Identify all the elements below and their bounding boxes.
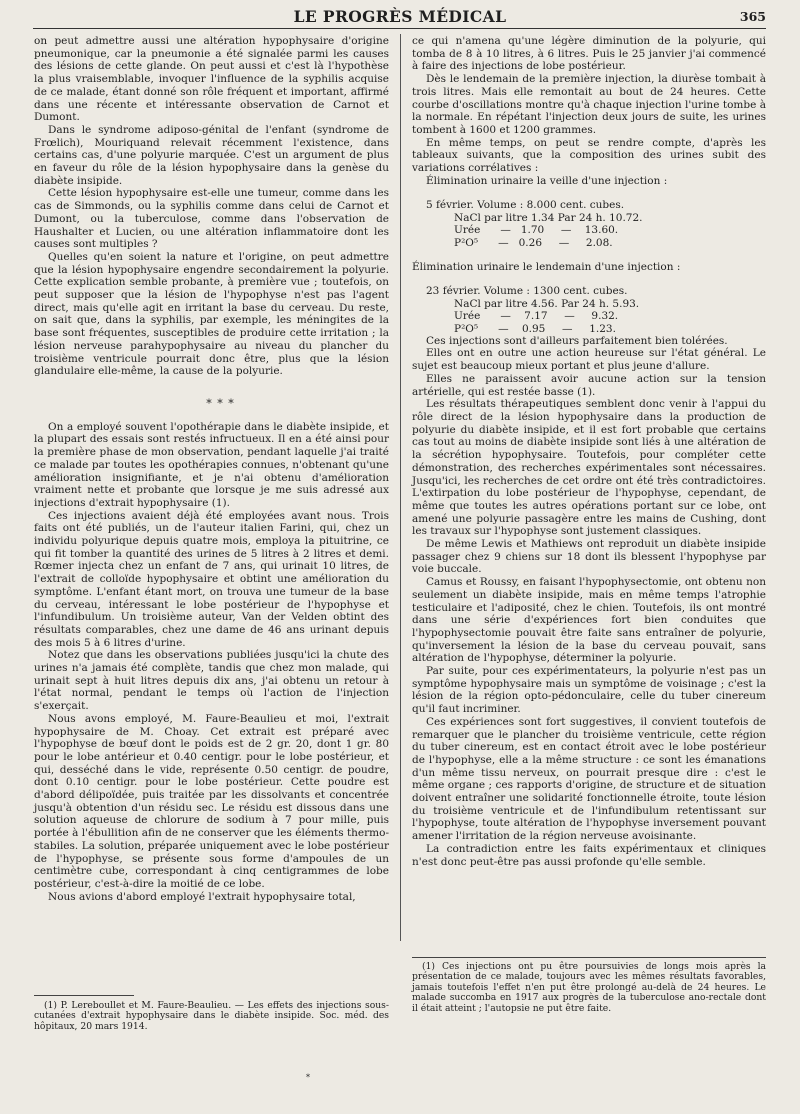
table-row: P²O⁵ — 0.95 — 1.23. <box>454 322 616 335</box>
footnote-text: (1) Ces injections ont pu être poursuivies de longs mois après la présentation de ce malade, toujours avec les mêmes résultats favorables, jamais toutefois l'effet n'en put être prolongé au-delà de 24 heures. Le malade succomba en 1917 aux progrès de la tuberculose ano-rectale dont il était atteint ; l'autopsie ne put être faite. <box>412 961 766 1014</box>
paragraph: La contradiction entre les faits expérimentaux et cliniques n'est donc peut-être pas aussi profonde qu'elle semble. <box>412 842 766 868</box>
journal-title: LE PROGRÈS MÉDICAL <box>293 7 507 26</box>
paragraph: Ces injections sont d'ailleurs parfaitement bien tolérées. <box>426 334 728 347</box>
left-column <box>34 35 389 903</box>
paragraph: En même temps, on peut se rendre compte, d'après les tableaux suivants, que la composition des urines subit des variations corrélatives : <box>412 136 766 175</box>
table-row: Urée — 1.70 — 13.60. <box>454 224 619 237</box>
right-column <box>412 35 766 868</box>
table-row: NaCl par litre 1.34 Par 24 h. 10.72. <box>454 212 643 225</box>
table-row: Urée — 7.17 — 9.32. <box>454 310 619 323</box>
table-date: 5 février. Volume : 8.000 cent. cubes. <box>426 199 625 212</box>
footnote-right <box>412 962 766 1014</box>
section-separator: * * * <box>206 396 235 410</box>
page-header <box>0 0 800 28</box>
table-caption: Élimination urinaire la veille d'une injection : <box>426 174 668 187</box>
table-row: NaCl par litre 4.56. Par 24 h. 5.93. <box>454 298 640 311</box>
urine-table-after <box>454 298 766 335</box>
paragraph: Notez que dans les observations publiées jusqu'ici la chute des urines n'a jamais été complète, tandis que chez mon malade, qui urinait sept à huit litres depuis dix ans, j'ai obtenu un retour à l'état normal, pendant le temps où l'action de l'injection s'exerçait. <box>34 649 389 713</box>
paragraph: Camus et Roussy, en faisant l'hypophysectomie, ont obtenu non seulement un diabète insipide, mais en même temps l'atrophie testiculaire et l'adiposité, chez le chien. Toutefois, ils ont montré dans une série d'expériences fort bien conduites que l'hypophysectomie pouvait être faite sans entraîner de polyurie, qu'inversement la lésion de la base du cerveau pouvait, sans altération de l'hypophyse, déterminer la polyurie. <box>412 576 766 665</box>
paragraph: on peut admettre aussi une altération hypophysaire d'origine pneumonique, car la pneumonie a été signalée parmi les causes des lésions de cette glande. On peut aussi et c'est là l'hypothèse la plus vraisemblable, invoquer l'influence de la syphilis acquise de ce malade, étant donné son rôle fréquent et important, affirmé dans une récente et intéressante observation de Carnot et Dumont. <box>34 35 389 124</box>
table-caption: Élimination urinaire le lendemain d'une injection : <box>412 260 681 273</box>
urine-table-before <box>454 212 766 249</box>
paragraph: Nous avions d'abord employé l'extrait hypophysaire total, <box>48 890 356 903</box>
paragraph: Ces expériences sont fort suggestives, il convient toutefois de remarquer que le plancher du troisième ventricule, cette région du tuber cinereum, est en contact étroit avec le lobe postérieur de l'hypophyse, elle a la même structure : ce sont les émanations d'un même tissu nerveux, on pourrait presque dire : c'est le même organe ; ces rapports d'origine, de structure et de situation doivent entraîner une solidarité fonctionnelle étroite, toute lésion du troisième ventricule et de l'infundibulum retentissant sur l'hypophyse, toute altération de l'hypophyse inversement pouvant amener l'irritation de la région nerveuse avoisinante. <box>412 715 766 843</box>
paragraph: ce qui n'amena qu'une légère diminution de la polyurie, qui tomba de 8 à 10 litres, à 6 litres. Puis le 25 janvier j'ai commencé à faire des injections de lobe postérieur. <box>412 35 766 73</box>
paragraph: On a employé souvent l'opothérapie dans le diabète insipide, et la plupart des essais sont restés infructueux. Il en a été ainsi pour la première phase de mon observation, pendant laquelle j'ai traité ce malade par toutes les opothérapies connues, n'obtenant qu'une amélioration insignifiante, et je n'ai obtenu d'amélioration vraiment nette et probante que lorsque je me suis adressé aux injections d'extrait hypophysaire (1). <box>34 420 389 509</box>
footnote-rule <box>412 957 766 958</box>
footnote-left <box>34 1001 389 1032</box>
header-rule <box>33 28 766 29</box>
printer-mark: * <box>306 1073 310 1082</box>
table-date: 23 février. Volume : 1300 cent. cubes. <box>426 285 628 298</box>
paragraph: Par suite, pour ces expérimentateurs, la polyurie n'est pas un symptôme hypophysaire mais un symptôme de voisinage ; c'est la lésion de la région opto-pédonculaire, celle du tuber cinereum qu'il faut incriminer. <box>412 665 766 716</box>
paragraph: Dans le syndrome adiposo-génital de l'enfant (syndrome de Frœlich), Mouriquand relevait récemment l'existence, dans certains cas, d'une polyurie marquée. C'est un argument de plus en faveur du rôle de la lésion hypophysaire dans la genèse du diabète insipide. <box>34 123 389 187</box>
paragraph: Elles ont en outre une action heureuse sur l'état général. Le sujet est beaucoup mieux portant et plus jeune d'allure. <box>412 347 766 373</box>
footnote-rule <box>34 995 134 996</box>
paragraph: Les résultats thérapeutiques semblent donc venir à l'appui du rôle direct de la lésion hypophysaire dans la production de polyurie du diabète insipide, et il est fort probable que certains cas tout au moins de diabète insipide sont liés à une altération de la sécrétion hypophysaire. Toutefois, pour compléter cette démonstration, des recherches expérimentales sont nécessaires. Jusqu'ici, les recherches de cet ordre ont été très contradictoires. L'extirpation du lobe postérieur de l'hypophyse, cependant, de même que toutes les autres opérations portant sur ce lobe, ont amené une polyurie passagère entre les mains de Cushing, dont les travaux sur l'hypophyse sont justement classiques. <box>412 398 766 538</box>
paragraph: De même Lewis et Mathiews ont reproduit un diabète insipide passager chez 9 chiens sur 18 dont ils blessent l'hypophyse par voie buccale. <box>412 538 766 576</box>
paragraph: Nous avons employé, M. Faure-Beaulieu et moi, l'extrait hypophysaire de M. Choay. Cet extrait est préparé avec l'hypophyse de bœuf dont le poids est de 2 gr. 20, dont 1 gr. 80 pour le lobe antérieur et 0.40 centigr. pour le lobe postérieur, et qui, desséché dans le vide, représente 0.50 centigr. de poudre, dont 0.10 centigr. pour le lobe postérieur. Cette poudre est d'abord délipoïdée, puis traitée par les dissolvants et concentrée jusqu'à obtention d'un résidu sec. Le résidu est dissous dans une solution aqueuse de chlorure de sodium à 7 pour mille, puis portée à l'ébullition afin de ne conserver que les éléments thermo-stabiles. La solution, préparée uniquement avec le lobe postérieur de l'hypophyse, se présente sous forme d'ampoules de un centimètre cube, correspondant à cinq centigrammes de lobe postérieur, c'est-à-dire la moitié de ce lobe. <box>34 712 389 890</box>
footnote-text: (1) P. Lereboullet et M. Faure-Beaulieu. — Les effets des injections sous-cutanées d'extrait hypophysaire dans le diabète insipide. Soc. méd. des hôpitaux, 20 mars 1914. <box>34 1000 389 1032</box>
paragraph: Cette lésion hypophysaire est-elle une tumeur, comme dans les cas de Simmonds, ou la syphilis comme dans celui de Carnot et Dumont, ou la tuberculose, comme dans l'observation de Haushalter et Lucien, ou une altération inflammatoire dont les causes sont multiples ? <box>34 187 389 251</box>
paragraph: Dès le lendemain de la première injection, la diurèse tombait à trois litres. Mais elle remontait au bout de 24 heures. Cette courbe d'oscillations montre qu'à chaque injection l'urine tombe à la normale. En répétant l'injection deux jours de suite, les urines tombent à 1600 et 1200 grammes. <box>412 73 766 136</box>
page-number: 365 <box>739 9 766 24</box>
column-divider <box>400 34 401 941</box>
table-row: P²O⁵ — 0.26 — 2.08. <box>454 236 613 249</box>
paragraph: Elles ne paraissent avoir aucune action sur la tension artérielle, qui est restée basse (1). <box>412 372 766 398</box>
paragraph: Ces injections avaient déjà été employées avant nous. Trois faits ont été publiés, un de l'auteur italien Farini, qui, chez un individu polyurique depuis quatre mois, employa la pituitrine, ce qui fit tomber la quantité des urines de 5 litres à 2 litres et demi. Rœmer injecta chez un enfant de 7 ans, qui urinait 10 litres, de l'extrait de colloïde hypophysaire et obtint une amélioration du symptôme. L'enfant étant mort, on trouva une tumeur de la base du cerveau, intéressant le lobe postérieur de l'hypophyse et l'infundibulum. Un troisième auteur, Van der Velden obtint des résultats comparables, chez une dame de 46 ans urinant depuis des mois 5 à 6 litres d'urine. <box>34 509 389 649</box>
paragraph: Quelles qu'en soient la nature et l'origine, on peut admettre que la lésion hypophysaire engendre secondairement la polyurie. Cette explication semble probante, à première vue ; toutefois, on peut supposer que la lésion de l'hypophyse n'est pas l'agent direct, mais qu'elle agit en irritant la base du cerveau. Du reste, on sait que, dans la syphilis, par exemple, les méningites de la base sont fréquentes, susceptibles de produire cette irritation ; la lésion nerveuse parahypophysaire au niveau du plancher du troisième ventricule pourrait donc être, plus que la lésion glandulaire elle-même, la cause de la polyurie. <box>34 250 389 378</box>
